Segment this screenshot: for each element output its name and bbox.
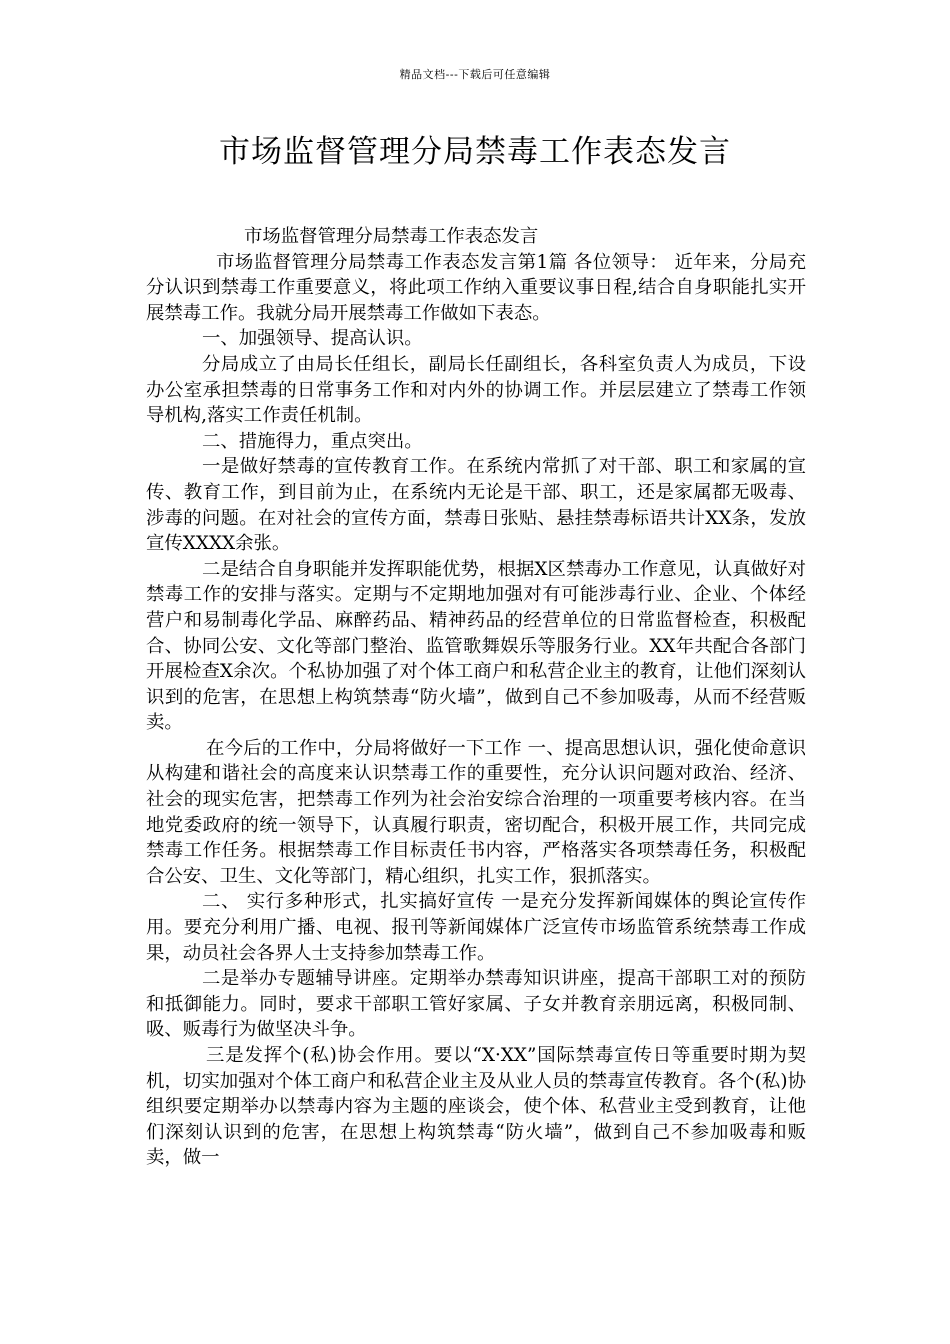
- paragraph: 在今后的工作中，分局将做好一下工作 一、提高思想认识，强化使命意识 从构建和谐社会的高度来认识禁毒工作的重要性，充分认识问题对政治、经济、社会的现实危害，把禁毒工作列为社会治安综合治理的一项重要考核内容。在当地党委政府的统一领导下，认真履行职责，密切配合，积极开展工作，共同完成禁毒工作任务。根据禁毒工作目标责任书内容，严格落实各项禁毒任务，积极配合公安、卫生、文化等部门，精心组织，扎实工作，狠抓落实。: [146, 737, 806, 887]
- paragraph: 二是举办专题辅导讲座。定期举办禁毒知识讲座，提高干部职工对的预防和抵御能力。同时，要求干部职工管好家属、子女并教育亲朋远离，积极同制、吸、贩毒行为做坚决斗争。: [146, 968, 806, 1041]
- paragraph: 分局成立了由局长任组长，副局长任副组长，各科室负责人为成员，下设办公室承担禁毒的日常事务工作和对内外的协调工作。并层层建立了禁毒工作领导机构,落实工作责任机制。: [146, 353, 806, 427]
- paragraph-intro: 市场监督管理分局禁毒工作表态发言第1篇 各位领导： 近年来，分局充分认识到禁毒工作重要意义，将此项工作纳入重要议事日程,结合自身职能扎实开展禁毒工作。我就分局开展禁毒工作做如下表态。: [146, 251, 806, 324]
- document-title: 市场监督管理分局禁毒工作表态发言: [219, 134, 731, 170]
- body-subtitle: 市场监督管理分局禁毒工作表态发言: [244, 226, 539, 247]
- paragraph: 三是发挥个(私)协会作用。要以“X·XX”国际禁毒宣传日等重要时期为契机，切实加强对个体工商户和私营企业主及从业人员的禁毒宣传教育。各个(私)协组织要定期举办以禁毒内容为主题的座谈会，使个体、私营业主受到教育，让他们深刻认识到的危害，在思想上构筑禁毒“防火墙”，做到自己不参加吸毒和贩卖，做一: [146, 1045, 806, 1169]
- section-heading-2: 二、措施得力，重点突出。: [202, 430, 423, 452]
- paragraph: 二、 实行多种形式，扎实搞好宣传 一是充分发挥新闻媒体的舆论宣传作用。要充分利用广播、电视、报刊等新闻媒体广泛宣传市场监管系统禁毒工作成果，动员社会各界人士支持参加禁毒工作。: [146, 891, 806, 964]
- section-heading-1: 一、加强领导、提高认识。: [202, 328, 423, 350]
- document-body: [146, 224, 806, 1171]
- header-note: 精品文档---下载后可任意编辑: [399, 68, 551, 81]
- paragraph: 一是做好禁毒的宣传教育工作。在系统内常抓了对干部、职工和家属的宣传、教育工作，到目前为止，在系统内无论是干部、职工，还是家属都无吸毒、涉毒的问题。在对社会的宣传方面，禁毒日张贴、悬挂禁毒标语共计XX条，发放宣传XXXX余张。: [146, 456, 806, 555]
- paragraph: 二是结合自身职能并发挥职能优势，根据X区禁毒办工作意见，认真做好对禁毒工作的安排与落实。定期与不定期地加强对有可能涉毒行业、企业、个体经营户和易制毒化学品、麻醉药品、精神药品的经营单位的日常监督检查，积极配合、协同公安、文化等部门整治、监管歌舞娱乐等服务行业。XX年共配合各部门开展检查X余次。个私协加强了对个体工商户和私营企业主的教育，让他们深刻认识到的危害，在思想上构筑禁毒“防火墙”，做到自己不参加吸毒，从而不经营贩卖。: [146, 558, 806, 734]
